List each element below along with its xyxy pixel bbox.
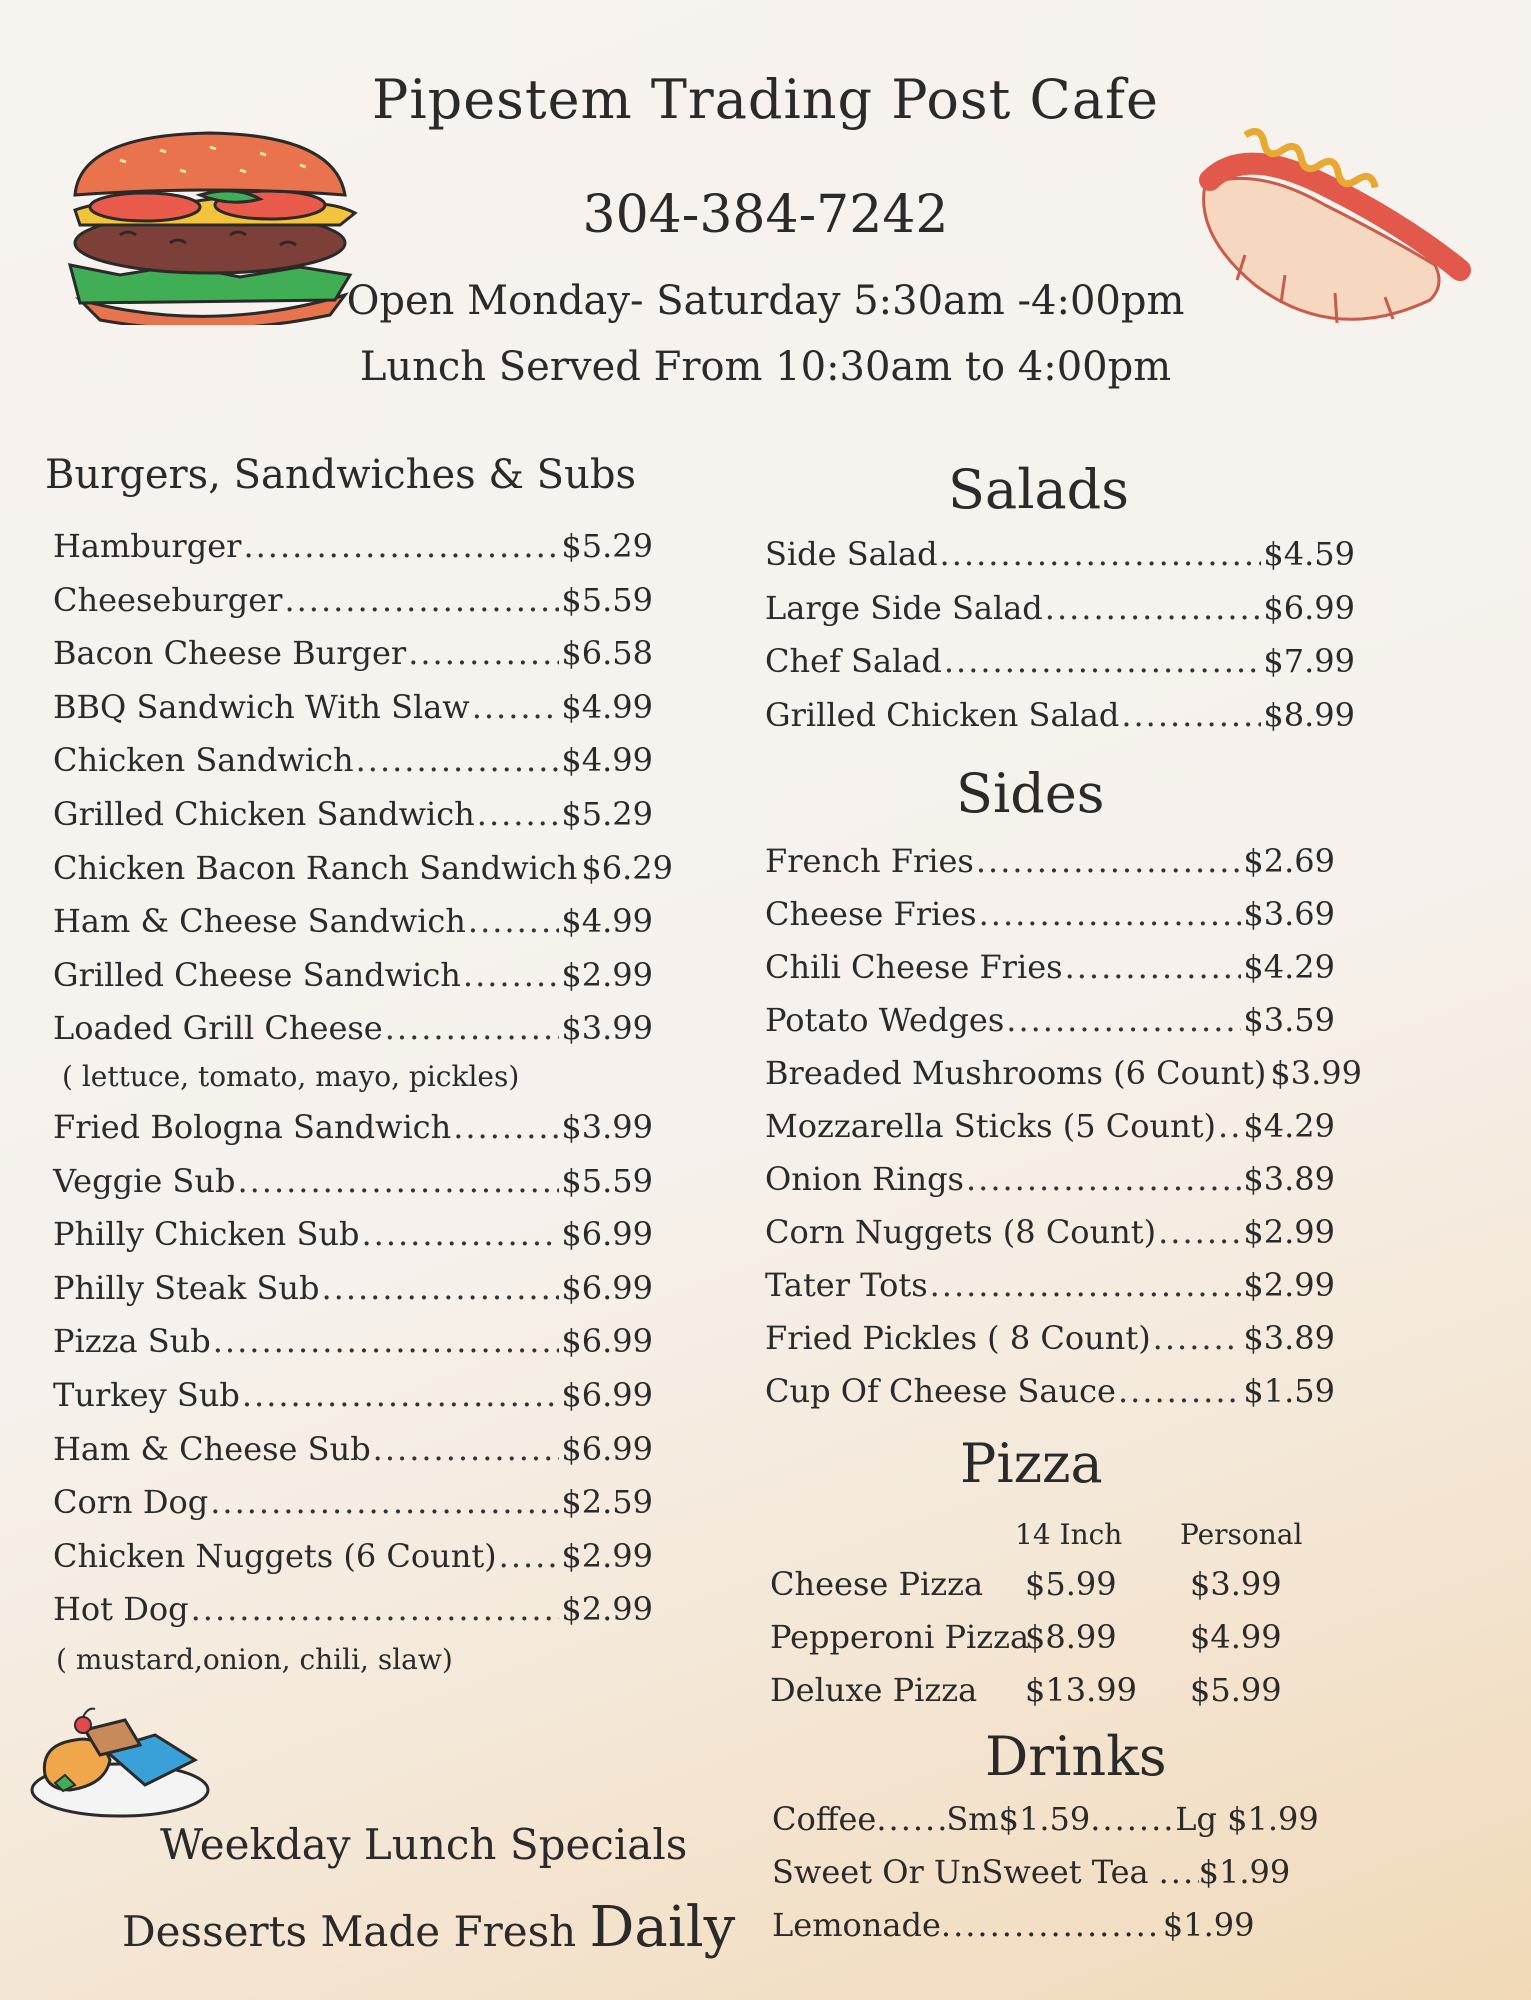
salad-item-price: $8.99: [1263, 695, 1355, 734]
side-item: [765, 1107, 1335, 1145]
side-item: [765, 1213, 1335, 1251]
sides-heading: Sides: [956, 762, 1105, 825]
side-item-price: $1.59: [1243, 1372, 1335, 1410]
salad-item: [765, 589, 1355, 627]
pizza-item: [770, 1618, 1282, 1656]
burger-item: [53, 795, 653, 833]
side-item: [765, 1160, 1335, 1198]
burger-item: [53, 1430, 653, 1468]
burger-item: [53, 688, 653, 726]
side-item: [765, 1319, 1335, 1357]
pizza-item-name: Cheese Pizza: [770, 1565, 984, 1603]
burger-item-price: $6.58: [561, 634, 653, 673]
burger-item: [53, 1162, 653, 1200]
burger-item-price: $2.99: [561, 1536, 653, 1575]
burger-item-price: $6.99: [561, 1322, 653, 1361]
desserts-daily: Daily: [589, 1895, 736, 1960]
drink-tea-price: $1.99: [1198, 1853, 1291, 1891]
burger-item-name: Hamburger: [53, 527, 242, 565]
burger-item: [53, 527, 653, 565]
side-item-price: $3.89: [1243, 1160, 1335, 1198]
burger-item-name: BBQ Sandwich With Slaw: [53, 687, 470, 726]
drink-coffee-name: Coffee: [772, 1800, 877, 1838]
burger-item-name: Pizza Sub: [53, 1322, 211, 1361]
salad-item: [765, 696, 1355, 734]
salad-item: [765, 642, 1355, 680]
pizza-item-personal-price: $3.99: [1190, 1565, 1282, 1603]
burger-item: [53, 741, 653, 779]
burger-item: [53, 581, 653, 619]
salad-item-price: $4.59: [1263, 535, 1355, 573]
burger-item-name: Loaded Grill Cheese: [53, 1009, 383, 1048]
burger-item-price: $5.59: [561, 1161, 653, 1200]
drink-coffee: [772, 1800, 1319, 1838]
side-item-name: Potato Wedges: [765, 1001, 1005, 1039]
side-item-price: $3.89: [1243, 1319, 1335, 1357]
side-item-price: $3.59: [1243, 1001, 1335, 1039]
burger-item-price: $2.59: [561, 1483, 653, 1522]
burger-item-name: Philly Chicken Sub: [53, 1215, 360, 1254]
burger-item-name: Ham & Cheese Sub: [53, 1429, 371, 1468]
opening-hours: Open Monday- Saturday 5:30am -4:00pm: [346, 278, 1185, 324]
loaded-grill-note: ( lettuce, tomato, mayo, pickles): [62, 1060, 520, 1093]
side-item-price: $3.99: [1270, 1054, 1363, 1092]
burger-item: [53, 1376, 653, 1414]
burger-item-name: Bacon Cheese Burger: [53, 634, 407, 673]
pizza-item-14-inch-price: $8.99: [1025, 1618, 1117, 1656]
burger-item-price: $6.99: [561, 1376, 653, 1414]
side-item-name: French Fries: [765, 842, 974, 880]
burger-item: [53, 1322, 653, 1360]
burger-item-name: Grilled Chicken Sandwich: [53, 795, 475, 833]
side-item: [765, 895, 1335, 933]
side-item-name: Fried Pickles ( 8 Count): [765, 1319, 1151, 1357]
side-item: [765, 1054, 1363, 1092]
pizza-item-name: Pepperoni Pizza: [770, 1618, 1030, 1656]
pizza-item-14-inch-price: $5.99: [1025, 1565, 1117, 1603]
pizza-item-name: Deluxe Pizza: [770, 1671, 978, 1709]
side-item: [765, 1372, 1335, 1410]
burger-item-name: Turkey Sub: [53, 1376, 240, 1414]
pizza-item-personal-price: $5.99: [1190, 1671, 1282, 1709]
burger-item-name: Chicken Sandwich: [53, 741, 354, 780]
pizza-col-personal: Personal: [1180, 1518, 1303, 1551]
burger-item: [53, 1269, 653, 1307]
burger-item-price: $2.99: [561, 955, 653, 994]
phone-number: 304-384-7242: [582, 185, 949, 245]
burger-item-name: Veggie Sub: [53, 1161, 236, 1200]
burger-item-price: $3.99: [561, 1108, 653, 1146]
side-item-price: $2.99: [1243, 1266, 1335, 1304]
burger-item-name: Philly Steak Sub: [53, 1268, 320, 1307]
burger-item-price: $5.29: [561, 527, 653, 565]
side-item-name: Corn Nuggets (8 Count): [765, 1213, 1157, 1251]
pizza-item: [770, 1565, 1282, 1603]
drink-tea: [772, 1853, 1290, 1891]
burger-item: [53, 848, 673, 887]
drinks-heading: Drinks: [985, 1725, 1167, 1788]
side-item-price: $3.69: [1243, 895, 1335, 933]
side-item-name: Tater Tots: [765, 1266, 928, 1304]
weekday-specials: Weekday Lunch Specials: [160, 1820, 688, 1869]
side-item-name: Onion Rings: [765, 1160, 964, 1198]
hotdog-icon: [1185, 125, 1475, 340]
burger-item-name: Ham & Cheese Sandwich: [53, 902, 466, 941]
burger-item-price: $6.29: [581, 848, 673, 887]
side-item-name: Chili Cheese Fries: [765, 948, 1063, 986]
hotdog-note: ( mustard,onion, chili, slaw): [56, 1643, 453, 1676]
cafe-title: Pipestem Trading Post Cafe: [372, 68, 1159, 131]
lunch-hours: Lunch Served From 10:30am to 4:00pm: [359, 344, 1172, 390]
drink-lemonade-name: Lemonade: [772, 1906, 941, 1944]
desserts-text: Desserts Made Fresh: [122, 1907, 577, 1956]
burger-item: [53, 1483, 653, 1521]
salads-heading: Salads: [948, 458, 1129, 521]
pizza-item-14-inch-price: $13.99: [1025, 1671, 1137, 1709]
burger-item-price: $3.99: [561, 1009, 653, 1048]
burger-item-name: Grilled Cheese Sandwich: [53, 955, 461, 994]
burger-item: [53, 1009, 653, 1047]
salad-item-name: Grilled Chicken Salad: [765, 695, 1120, 734]
burger-item-price: $4.99: [561, 741, 653, 780]
salad-item-name: Side Salad: [765, 535, 938, 573]
drink-lemonade-price: $1.99: [1162, 1906, 1255, 1944]
side-item-name: Cup Of Cheese Sauce: [765, 1372, 1116, 1410]
burger-item-name: Cheeseburger: [53, 580, 283, 619]
salad-item-name: Chef Salad: [765, 642, 942, 681]
salad-item-price: $6.99: [1263, 588, 1355, 627]
side-item: [765, 842, 1335, 880]
burger-item: [53, 902, 653, 940]
drink-tea-name: Sweet Or UnSweet Tea: [772, 1853, 1149, 1891]
burger-item-price: $4.99: [561, 687, 653, 726]
burger-item-name: Fried Bologna Sandwich: [53, 1108, 452, 1146]
pizza-heading: Pizza: [960, 1432, 1103, 1495]
salad-item-name: Large Side Salad: [765, 588, 1043, 627]
drink-coffee-small-price: Sm$1.59: [946, 1800, 1091, 1838]
side-item: [765, 948, 1335, 986]
burger-item-price: $4.99: [561, 902, 653, 941]
burger-item: [53, 956, 653, 994]
burger-item: [53, 1108, 653, 1146]
salad-item: [765, 535, 1355, 573]
side-item-price: $2.99: [1243, 1213, 1335, 1251]
side-item: [765, 1001, 1335, 1039]
burger-item: [53, 1537, 653, 1575]
burger-item-price: $5.59: [561, 580, 653, 619]
burger-item-price: $6.99: [561, 1215, 653, 1254]
burger-item-price: $2.99: [561, 1590, 653, 1629]
burger-item-name: Hot Dog: [53, 1590, 189, 1629]
side-item-name: Mozzarella Sticks (5 Count): [765, 1107, 1217, 1145]
drink-lemonade: [772, 1906, 1255, 1944]
pizza-item-personal-price: $4.99: [1190, 1618, 1282, 1656]
desserts-line: [122, 1895, 735, 1960]
burger-item: [53, 1215, 653, 1253]
burger-item: [53, 634, 653, 672]
burger-icon: [60, 125, 360, 325]
pizza-item: [770, 1671, 1282, 1709]
burger-item-price: $6.99: [561, 1268, 653, 1307]
dessert-plate-icon: [25, 1705, 215, 1825]
burger-item-price: $6.99: [561, 1429, 653, 1468]
burgers-heading: Burgers, Sandwiches & Subs: [45, 452, 636, 498]
side-item: [765, 1266, 1335, 1304]
burger-item-name: Chicken Bacon Ranch Sandwich: [53, 848, 578, 887]
side-item-name: Breaded Mushrooms (6 Count): [765, 1054, 1267, 1092]
burger-item-name: Corn Dog: [53, 1483, 209, 1522]
salad-item-price: $7.99: [1263, 642, 1355, 681]
side-item-price: $4.29: [1243, 948, 1335, 986]
burger-item: [53, 1590, 653, 1628]
side-item-price: $4.29: [1243, 1107, 1335, 1145]
side-item-price: $2.69: [1243, 842, 1335, 880]
burger-item-price: $5.29: [561, 795, 653, 833]
burger-item-name: Chicken Nuggets (6 Count): [53, 1536, 497, 1575]
drink-coffee-large-price: Lg $1.99: [1175, 1800, 1319, 1838]
side-item-name: Cheese Fries: [765, 895, 977, 933]
pizza-col-14-inch: 14 Inch: [1015, 1518, 1123, 1551]
